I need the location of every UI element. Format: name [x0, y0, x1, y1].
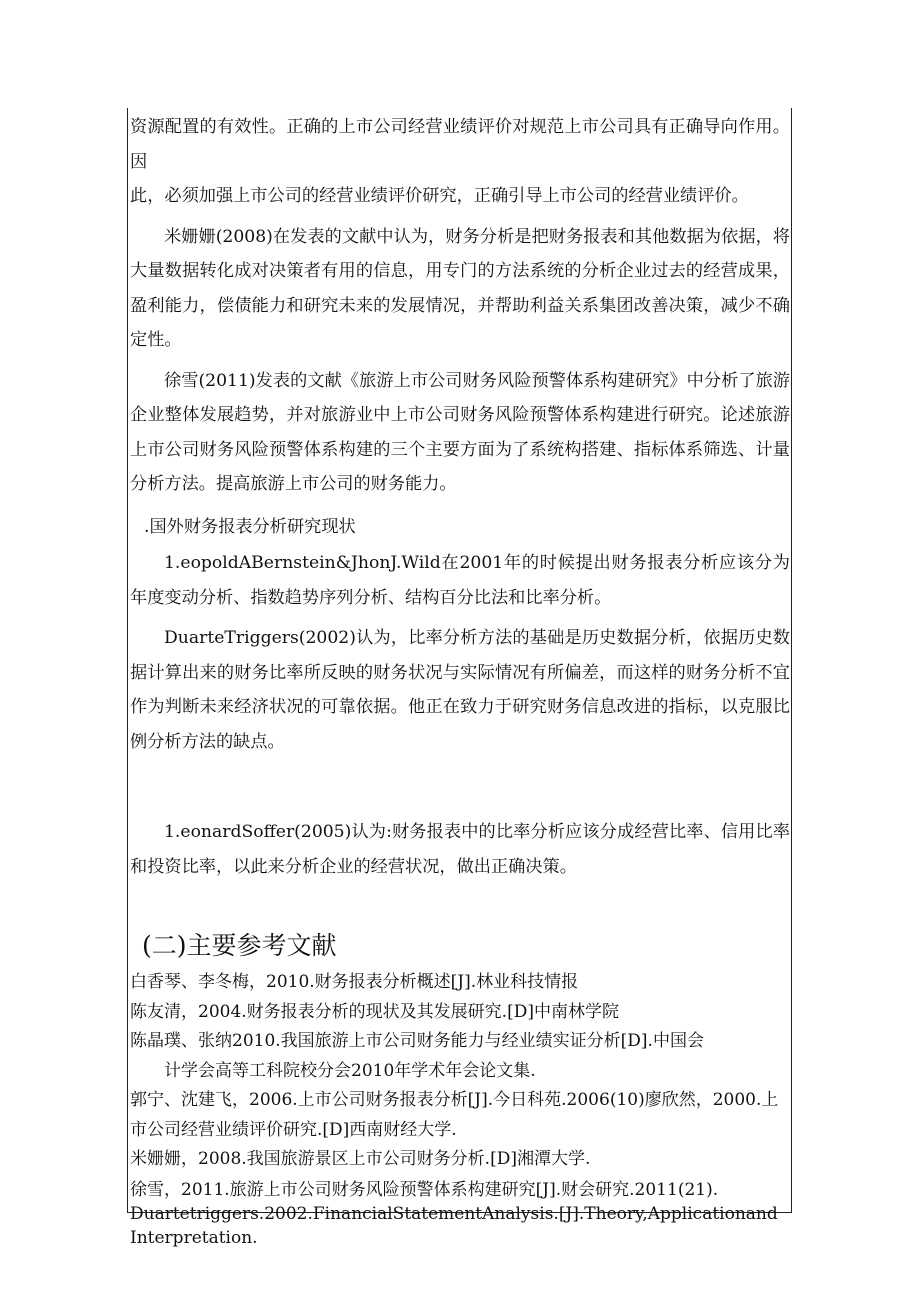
reference-item: 陈友清，2004.财务报表分析的现状及其发展研究.[D]中南林学院: [130, 1001, 619, 1022]
reference-item-continuation: 计学会高等工科院校分会2010年学术年会论文集.: [164, 1060, 536, 1081]
reference-item: 米姗姗，2008.我国旅游景区上市公司财务分析.[D]湘潭大学.: [130, 1149, 591, 1169]
reference-item: 郭宁、沈建飞，2006.上市公司财务报表分析[J].今日科苑.2006(10)廖欣然，2000.上市公司经营业绩评价研究.[D]西南财经大学.: [130, 1090, 779, 1140]
reference-item: 白香琴、李冬梅，2010.财务报表分析概述[J].林业科技情报: [130, 972, 579, 992]
paragraph-xu-xue: 徐雪(2011)发表的文献《旅游上市公司财务风险预警体系构建研究》中分析了旅游企业整体发展趋势，并对旅游业中上市公司财务风险预警体系构建进行研究。论述旅游上市公司财务风险预警体系构建的三个主要方面为了系统构搭建、指标体系筛选、计量分析方法。提高旅游上市公司的财务能力。: [130, 370, 790, 494]
subheading-foreign-research: .国外财务报表分析研究现状: [144, 516, 356, 537]
reference-item-continuation: Interpretation.: [130, 1227, 258, 1248]
paragraph-1-line-2: 此，必须加强上市公司的经营业绩评价研究，正确引导上市公司的经营业绩评价。: [130, 186, 749, 206]
references-title: (二)主要参考文献: [142, 931, 337, 960]
paragraph-1-line-1: 资源配置的有效性。正确的上市公司经营业绩评价对规范上市公司具有正确导向作用。因: [130, 117, 790, 172]
reference-list: [130, 968, 790, 1250]
document-body: [130, 110, 790, 1250]
paragraph-bernstein: 1.eopoldABernstein&JhonJ.Wild在2001年的时候提出财务报表分析应该分为年度变动分析、指数趋势序列分析、结构百分比法和比率分析。: [130, 553, 790, 608]
reference-item: Duartetriggers.2002.FinancialStatementAnalysis.[J].Theory,Applicationand: [130, 1203, 778, 1224]
paragraph-mi-shanshan: 米姗姗(2008)在发表的文献中认为，财务分析是把财务报表和其他数据为依据，将大量数据转化成对决策者有用的信息，用专门的方法系统的分析企业过去的经营成果，盈利能力，偿债能力和研究未来的发展情况，并帮助利益关系集团改善决策，减少不确定性。: [130, 226, 790, 350]
reference-item: 陈晶璞、张纳2010.我国旅游上市公司财务能力与经业绩实证分析[D].中国会: [130, 1031, 704, 1051]
reference-item: 徐雪，2011.旅游上市公司财务风险预警体系构建研究[J].财会研究.2011(21).: [130, 1179, 719, 1200]
paragraph-triggers: DuarteTriggers(2002)认为，比率分析方法的基础是历史数据分析，依据历史数据计算出来的财务比率所反映的财务状况与实际情况有所偏差，而这样的财务分析不宜作为判断未来经济状况的可靠依据。他正在致力于研究财务信息改进的指标，以克服比例分析方法的缺点。: [130, 628, 790, 752]
paragraph-soffer: 1.eonardSoffer(2005)认为:财务报表中的比率分析应该分成经营比率、信用比率和投资比率，以此来分析企业的经营状况，做出正确决策。: [130, 822, 790, 877]
